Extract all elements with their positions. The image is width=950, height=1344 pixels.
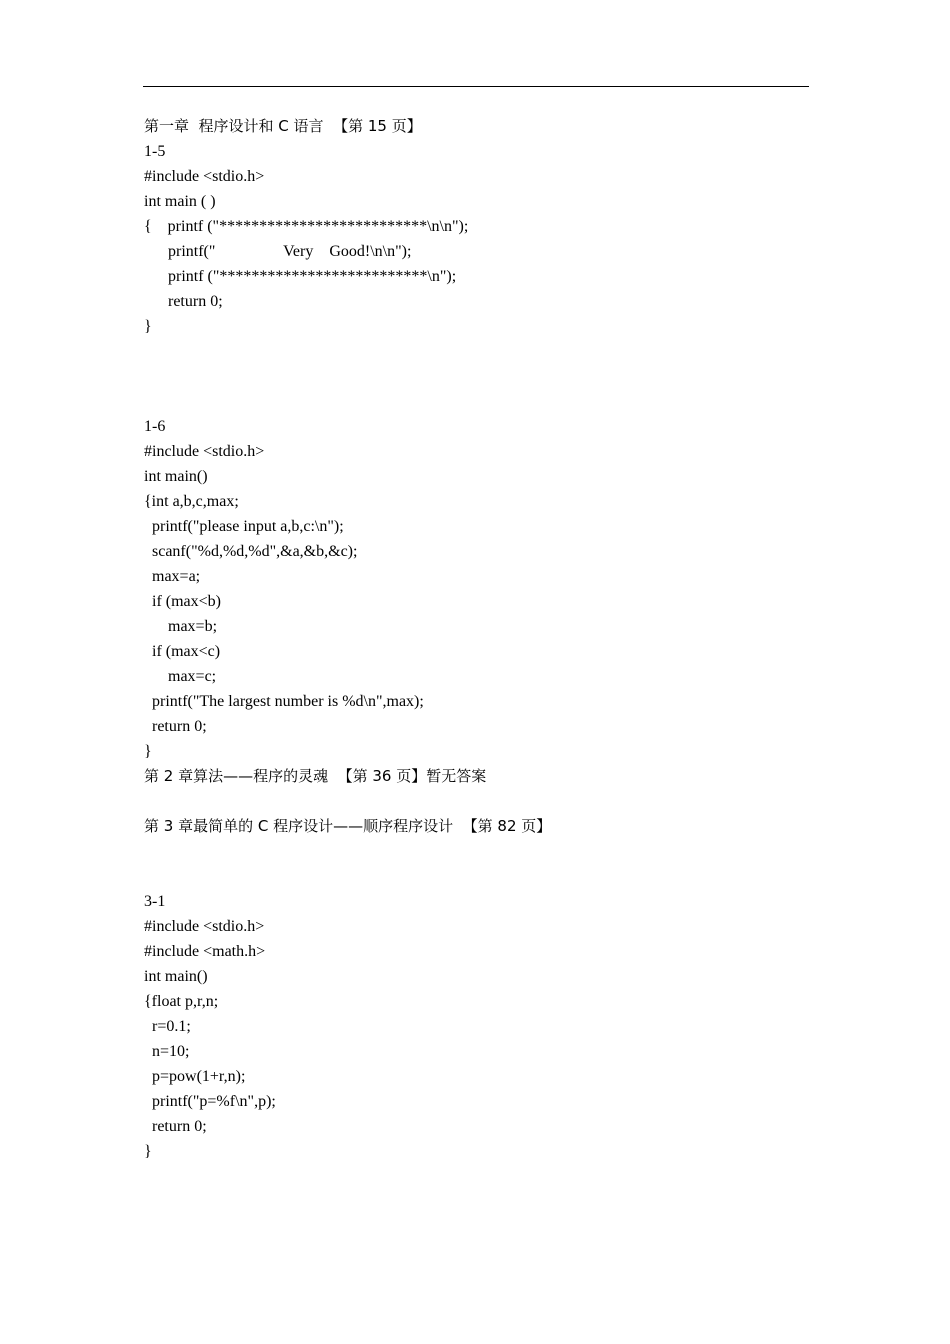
code-line: printf("please input a,b,c:\n"); [144,518,344,535]
code-line: { printf ("**************************\n\n"); [144,218,469,235]
code-line: max=b; [144,618,218,635]
code-block-3-1 [144,914,804,1164]
code-line: return 0; [144,293,223,310]
code-line: if (max<c) [144,643,221,660]
code-line: return 0; [144,718,207,735]
code-block-1-5 [144,164,804,339]
code-line: p=pow(1+r,n); [144,1068,246,1085]
code-line: #include <stdio.h> [144,443,265,460]
code-line: #include <math.h> [144,943,266,960]
code-line: printf("p=%f\n",p); [144,1093,276,1110]
exercise-label-1-5: 1-5 [144,143,166,160]
code-line: printf(" Very Good!\n\n"); [144,243,412,260]
code-line: } [144,743,152,760]
code-line: max=c; [144,668,217,685]
spacer [144,339,804,414]
exercise-label-3-1: 3-1 [144,893,166,910]
spacer [144,789,804,814]
code-line: printf("The largest number is %d\n",max); [144,693,424,710]
chapter-3-heading: 第 3 章最简单的 C 程序设计——顺序程序设计 【第 82 页】 [144,817,552,835]
document-body [144,114,804,1164]
code-line: max=a; [144,568,201,585]
code-line: } [144,1143,152,1160]
code-line: #include <stdio.h> [144,918,265,935]
code-line: printf ("**************************\n"); [144,268,457,285]
code-line: n=10; [144,1043,190,1060]
code-line: int main ( ) [144,193,216,210]
chapter-1-heading: 第一章 程序设计和 C 语言 【第 15 页】 [144,117,422,135]
code-block-1-6 [144,439,804,764]
code-line: {int a,b,c,max; [144,493,239,510]
code-line: return 0; [144,1118,207,1135]
code-line: int main() [144,968,208,985]
code-line: {float p,r,n; [144,993,219,1010]
spacer [144,839,804,889]
header-rule [143,86,809,87]
exercise-label-1-6: 1-6 [144,418,166,435]
code-line: } [144,318,152,335]
code-line: scanf("%d,%d,%d",&a,&b,&c); [144,543,358,560]
code-line: int main() [144,468,208,485]
code-line: #include <stdio.h> [144,168,265,185]
chapter-2-heading: 第 2 章算法——程序的灵魂 【第 36 页】暂无答案 [144,767,487,785]
code-line: if (max<b) [144,593,221,610]
code-line: r=0.1; [144,1018,191,1035]
